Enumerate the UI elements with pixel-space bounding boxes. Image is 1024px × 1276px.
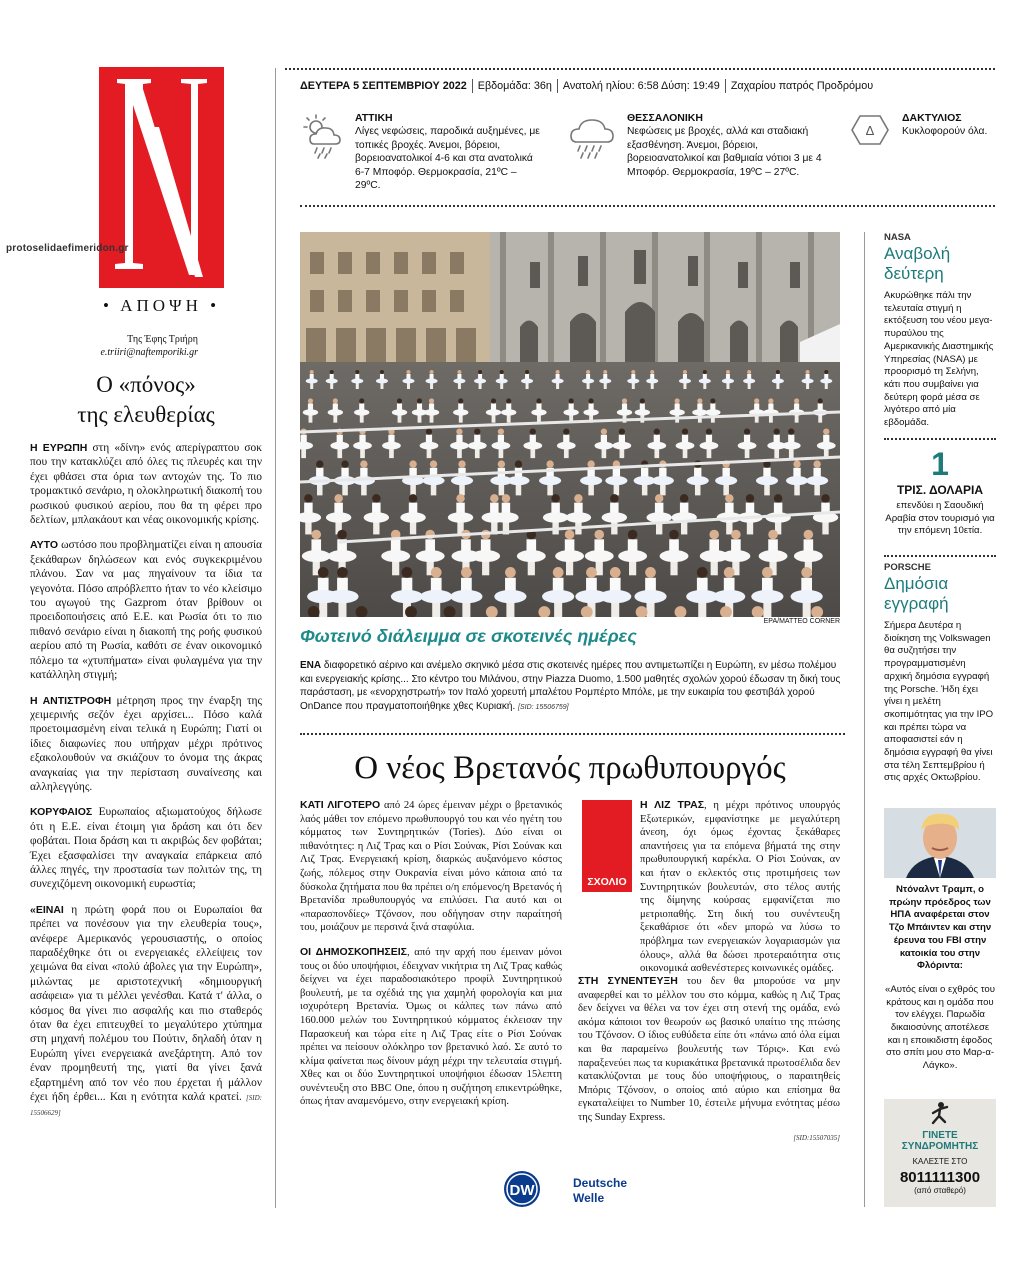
caption-lead: ΕΝΑ	[300, 660, 322, 671]
svg-text:Δ: Δ	[865, 123, 875, 138]
paragraph-text: ωστόσο που προβληματίζει είναι η απουσία ξεκάθαρων δηλώσεων και ενός συγκεκριμένου πλάνου. Σαν να μας πηγαίνουν τα ίδια τα γεγονότα. Πόσο απρόβλεπτο ήταν το νέο κλείσιμο του αγωγού της Gazprom όταν βρίθουν οι προειδοποιήσεις από Ε.Ε. και Ρωσία ότι το πιο πιθανό σενάριο είναι η διακοπή της ροής φυσικού αερίου από τη Ρωσία, καθότι σε έναν οικονομικό πόλεμο τα «χτυπήματα» είναι φυλαγμένα για την κατάλληλη στιγμή;	[30, 539, 262, 682]
byline-author: Της Έφης Τριήρη	[127, 334, 198, 345]
newspaper-logo	[99, 67, 224, 288]
quote-text: «Αυτός είναι ο εχθρός του κράτους και η ομάδα που τον ελέγχει. Παρωδία δικαιοσύνης αποτέλεσε και η εποικιδιστη έφοδος στο σπίτι μου στο Μαρ-α-Λάγκο».	[885, 983, 995, 1072]
story-paragraph	[300, 946, 562, 1109]
trump-photo	[884, 808, 996, 878]
paragraph-lead: Η ΕΥΡΩΠΗ	[30, 442, 88, 454]
main-headline: Ο νέος Βρετανός πρωθυπουργός	[354, 750, 786, 786]
photo-credit: EPA/MATTEO CORNER	[763, 618, 840, 625]
paragraph-lead: ΚΟΡΥΦΑΙΟΣ	[30, 806, 93, 819]
sid-code: [SID:15507035]	[793, 1134, 840, 1142]
paragraph-lead: ΣΤΗ ΣΥΝΕΝΤΕΥΞΗ	[578, 975, 678, 987]
paragraph-lead: ΚΑΤΙ ΛΙΓΟΤΕΡΟ	[300, 799, 381, 811]
opinion-title-line2: της ελευθερίας	[77, 402, 215, 427]
paragraph-text: , από την αρχή που έμειναν μόνοι τους οι δύο υποψήφιοι, έδειχναν νικήτρια τη Λιζ Τρας καθώς δείχνει να έχει παραδοσιακότερο προφίλ Συντηρητικού βουλευτή, με τα σχέδιά της για χαμηλή φορολογία και μια ισχυρότερη Βρετανία. Όμως οι κάλπες των πάνω από 160.000 μελών του Συντηρητικού κόμματος έκλεισαν την Παρασκευή και τώρα είτε η Λιζ Τρας είτε ο Ρίσι Σούνακ πρέπει να πείσουν ολόκληρο τον βρετανικό λαό. Σε αυτό το κλίμα φαίνεται πως δίνουν μάχη μέχρι την τελευταία στιγμή. Χθες και οι δύο Συντηρητικοί υποψήφιοι έδωσαν 15λεπτη συνέντευξη στο BBC One, όπου η συζήτηση επικεντρώθηκε, όπως ήταν αναμενόμενο, στην ενεργειακή κρίση.	[300, 946, 562, 1108]
sidebar-rule	[884, 438, 996, 440]
subscribe-box[interactable]	[884, 1099, 996, 1207]
paragraph-text: του δεν θα μπορούσε να μην αναφερθεί και το μέλλον του στο κόμμα, καθώς η Λιζ Τρας δεν δείχνει να θέλει να τον έχει στη στενή της ομάδα, ενώ ακόμα κάποιοι τον θεωρούν ως βασικό υπαίτιο της πτώσης του Τζόνσον. Ο ίδιος ευθύδετα είπε ότι «πάνω από όλα είμαι και θα παραμείνω βουλευτής των Τόρις». Και ενώ παραξενεύει πως τα κυριακάτικα βρετανικά πρωτοσέλιδα δεν κατακλύζονται με τους δύο υποψήφιους, ο παραιτηθείς Μπόρις Τζόνσον, ο οποίος από αύριο και επίσημα θα εγκαταλείψει το Number 10, έστειλε μήνυμα ενότητας μέσω της Sunday Express.	[578, 976, 840, 1123]
weather-text: Κυκλοφορούν όλα.	[902, 126, 988, 138]
subscribe-line2: ΣΥΝΔΡΟΜΗΤΗΣ	[901, 1141, 979, 1152]
cloud-sun-rain-icon	[302, 114, 346, 165]
svg-text:Welle: Welle	[573, 1191, 605, 1205]
date: ΔΕΥΤΕΡΑ 5 ΣΕΠΤΕΜΒΡΙΟΥ 2022	[300, 79, 467, 92]
stat-title: ΤΡΙΣ. ΔΟΛΑΡΙΑ	[896, 483, 984, 497]
ballet-photo	[300, 232, 840, 617]
opinion-paragraph	[30, 538, 262, 682]
paragraph-text: Ευρωπαίος αξιωματούχος δήλωσε ότι η Ε.Ε. είναι έτοιμη για δράση και ότι δεν φοβάται. Ποια δράση και τι ακριβώς δεν φοβάται; Έχει εξασφαλίσει την αναγκαία επάρκεια από άλλες πηγές, την προστασία των πολιτών της, τη συνεχιζόμενη οικονομική ευρωστία;	[30, 806, 262, 891]
paragraph-lead: «ΕΙΝΑΙ	[30, 903, 64, 916]
brief-text: Ακυρώθηκε πάλι την τελευταία στιγμή η εκτόξευση του νέου μεγα-πυραύλου της Αμερικανικής Διαστημικής Υπηρεσίας (NASA) με προορισμό τη Σελήνη, κάτι που συμβαίνει για δεύτερη φορά μέσα σε λιγότερο από μία εβδομάδα.	[884, 290, 994, 429]
opinion-title	[30, 370, 262, 430]
sun-times: Ανατολή ηλίου: 6:58 Δύση: 19:49	[562, 79, 720, 92]
story-paragraph	[640, 799, 840, 976]
column-divider	[864, 232, 865, 1207]
section-label: • ΑΠΟΨΗ •	[102, 296, 221, 315]
porsche-brief	[884, 562, 996, 785]
nasa-brief	[884, 232, 996, 430]
story-paragraph	[578, 975, 840, 1125]
byline	[60, 333, 198, 359]
logo-n-icon	[99, 67, 224, 288]
dancer-icon	[884, 1101, 996, 1130]
photo-caption	[300, 659, 845, 715]
subscribe-phone[interactable]: 8011111300	[899, 1169, 981, 1186]
paragraph-text: μέτρηση προς την έναρξη της χειμερινής σεζόν έχει αρχίσει... Πόσο καλά προετοιμασμένη είναι τελικά η Ευρώπη; Γιατί οι ίδιες διαφωνίες που υπήρχαν μέχρι πρότινος εξακολουθούν να σκιάζουν το όνομα της άκρας αναγκαίας για την περίσταση συναίνεσης και αλληλεγγύης.	[30, 694, 262, 793]
caption-text: διαφορετικό αέρινο και ανέμελο σκηνικό μέσα στις σκοτεινές ημέρες που αντιμετωπίζει η Ευρώπη, εν μέσω πολέμου και ενεργειακής κρίσης... Στο κέντρο του Μιλάνου, στην Piazza Duomo, 1.500 μαθητές σχολών χορού έδωσαν τη δική τους παράσταση, με «ενορχηστρωτή» τον Ιταλό χορευτή μπαλέτου Ρομπέρτο Μπόλε, με την ευκαιρία του φεστιβάλ χορού OnDance που πραγματοποιήθηκε χθες Κυριακή.	[300, 660, 841, 713]
dateline	[300, 79, 1000, 93]
svg-text:Deutsche: Deutsche	[573, 1176, 628, 1190]
name-day: Ζαχαρίου πατρός Προδρόμου	[730, 79, 874, 92]
dw-logo	[503, 1170, 643, 1215]
main-story-left	[300, 799, 562, 1120]
top-rule	[285, 68, 995, 70]
opinion-paragraph	[30, 694, 262, 795]
column-divider	[275, 68, 276, 1208]
watermark: protoselidaefimeridon.gr	[6, 243, 129, 254]
separator	[472, 79, 473, 93]
subscribe-line3: ΚΑΛΕΣΤΕ ΣΤΟ	[912, 1157, 968, 1166]
sid-code: [SID: 15506629]	[30, 1094, 262, 1118]
stat-brief	[884, 446, 996, 538]
weather-text: Νεφώσεις με βροχές, αλλά και σταδιακή εξασθένηση. Άνεμοι, βόρειοι, βορειοανατολικοί και βαθμιαία νότιοι 3 με 4 Μποφόρ. Θερμοκρασία, 19ºC – 27ºC.	[627, 126, 822, 178]
subscribe-line1: ΓΙΝΕΤΕ	[922, 1130, 958, 1141]
stat-text: επενδύει η Σαουδική Αραβία στον τουρισμό για την επόμενη 10ετία.	[885, 500, 995, 537]
caption-rule	[300, 733, 845, 735]
weather-title: ΘΕΣΣΑΛΟΝΙΚΗ	[627, 112, 703, 124]
ring-road-icon	[848, 113, 892, 152]
quote-caption: Ντόναλντ Τραμπ, ο πρώην πρόεδρος των ΗΠΑ αναφέρεται στον Τζο Μπάιντεν και στην έρευνα του FBI στην κατοικία του στην Φλόριντα:	[888, 884, 992, 972]
paragraph-lead: ΟΙ ΔΗΜΟΣΚΟΠΗΣΕΙΣ	[300, 945, 407, 958]
brief-title: Δημόσια εγγραφή	[884, 574, 949, 613]
sidebar-rule	[884, 555, 996, 557]
paragraph-lead: Η ΛΙΖ ΤΡΑΣ	[640, 799, 705, 811]
brief-title: Αναβολή δεύτερη	[884, 244, 951, 283]
weather-thessaloniki	[627, 112, 822, 179]
paragraph-text: η πρώτη φορά που οι Ευρωπαίοι θα πρέπει να πονέσουν για την ελευθερία τους», ανέφερε Αμερικανός γερουσιαστής, ο οποίος παραδέχθηκε ότι οι ενεργειακές ελλείψεις τον χειμώνα θα είναι «πολύ άβολες για την Ευρώπη», μιλώντας με αριστοτεχνική «δημιουργική ασάφεια» για τι μέλλει γενέσθαι. Κατά τ' άλλα, ο κόσμος θα γίνει πιο ασφαλής και πιο σταθερός όταν θα έχει επιτευχθεί το μεγαλύτερο χτύπημα στη μηχανή πολέμου του Πούτιν, δηλαδή όταν η Ευρώπη γίνει ενεργειακά ανεξάρτητη. Από τον έναν προμηθευτή της, γιατί θα γίνει ξανά εξαρτημένη από τον νέο που έρχεται ή μάλλον έχει ήδη έρθει... Και η ενότητα καλά κρατεί.	[30, 903, 262, 1104]
paragraph-lead: Η ΑΝΤΙΣΤΡΟΦΗ	[30, 694, 112, 707]
paragraph-lead: ΑΥΤΟ	[30, 539, 59, 552]
weather-title: ΑΤΤΙΚΗ	[355, 112, 393, 124]
paragraph-text: , η μέχρι πρότινος υπουργός Εξωτερικών, εμφανίστηκε με μεγαλύτερη άνεση, όχι όμως έχοντας ξεκάθαρες απαντήσεις για τα επόμενα βήματά της στην πρωθυπουργική καρέκλα. Ο Ρίσι Σούνακ, αν και ήταν ο εκλεκτός στις προτιμήσεις των Συντηρητικών βουλευτών, στο τέλος αυτής της δίμηνης κούρσας εμφανίζεται πιο μετριοπαθής. Στη δική του συνέντευξη ξεκαθάρισε ότι «δεν μπορώ να λύσω το πρόβλημα των ενεργειακών λογαριασμών για όλους», αλλά θα δώσει προτεραιότητα στις οικονομικά ασθενέστερες κοινωνικές ομάδες.	[640, 800, 840, 975]
weather-text: Λίγες νεφώσεις, παροδικά αυξημένες, με τοπικές βροχές. Άνεμοι, βόρειοι, βορειοανατολικοί 4-6 και στα ανατολικά 6-7 Μποφόρ. Θερμοκρασία, 21ºC – 29ºC.	[355, 126, 540, 192]
opinion-paragraph	[30, 805, 262, 891]
subscribe-note: (από σταθερό)	[914, 1186, 966, 1195]
separator	[725, 79, 726, 93]
main-story-right-top	[640, 799, 840, 987]
paragraph-text: από 24 ώρες έμειναν μέχρι ο βρετανικός λαός μάθει τον επόμενο πρωθυπουργό του και νέο ηγέτη του κόμματος των Συντηρητικών (Tories). Δύο είναι οι πιθανότητες: η Λιζ Τρας και ο Ρίσι Σούνακ, Ρίσι Σούνακ και Λιζ Τρας. Ενεργειακή κρίση, διαρκώς αυξανόμενο κόστος ζωής, πόλεμος στην Ουκρανία είναι μόνο κάποια από τα δύσκολα ζητήματα που θα πρέπει ο/η επόμενος/η Βρετανός ή Βρετανίδα πρωθυπουργός να επιλύσει. Για αυτό και οι «παρασπονδίες» Τζόνσον, που οδήγησαν στην παραίτησή του, μοιάζουν με περσινά ξινά σταφύλια.	[300, 800, 562, 934]
byline-email[interactable]: e.triiri@naftemporiki.gr	[100, 347, 198, 358]
cloud-rain-icon	[567, 114, 617, 165]
weather-title: ΔΑΚΤΥΛΙΟΣ	[902, 112, 962, 124]
weather-rule	[300, 205, 995, 207]
svg-text:DW: DW	[509, 1182, 535, 1199]
opinion-body	[30, 441, 262, 1132]
commentary-badge: ΣΧΟΛΙΟ	[582, 800, 632, 892]
trump-quote	[884, 884, 996, 1073]
weather-attica	[355, 112, 540, 192]
main-story-right-bottom	[578, 975, 840, 1136]
story-paragraph	[300, 799, 562, 935]
stat-number: 1	[931, 446, 949, 482]
week-number: Εβδομάδα: 36η	[477, 79, 552, 92]
separator	[557, 79, 558, 93]
brief-text: Σήμερα Δευτέρα η διοίκηση της Volkswagen θα συζητήσει την προγραμματισμένη αρχική δημόσια εγγραφή της Porsche. Ήδη έχει γίνει η μελέτη σκοπιμότητας για την IPO και πρέπει τώρα να αποφασιστεί εάν η δημόσια εγγραφή θα γίνει στα τέλη Σεπτεμβρίου ή στις αρχές Οκτωβρίου.	[884, 620, 994, 784]
sid-code: [SID: 15506759]	[518, 704, 569, 712]
opinion-paragraph	[30, 441, 262, 527]
paragraph-text: στη «δίνη» ενός απερίγραπτου σοκ που την κατακλύζει από όλες τις πλευρές και την έχει φθάσει στα όρια των αντοχών της. Το πιο τρομακτικό σενάριο, η ολοκληρωτική διακοπή του ρωσικού φυσικού αερίου, που θα τη φέρει προ δελτίων, μπλακάουτ και νέας οικονομικής κρίσης.	[30, 442, 262, 527]
brief-kicker: PORSCHE	[884, 562, 931, 573]
brief-kicker: NASA	[884, 232, 911, 243]
photo-title: Φωτεινό διάλειμμα σε σκοτεινές ημέρες	[300, 626, 637, 646]
opinion-title-line1: Ο «πόνος»	[96, 372, 196, 397]
opinion-paragraph	[30, 903, 262, 1121]
weather-ring-road	[902, 112, 998, 139]
